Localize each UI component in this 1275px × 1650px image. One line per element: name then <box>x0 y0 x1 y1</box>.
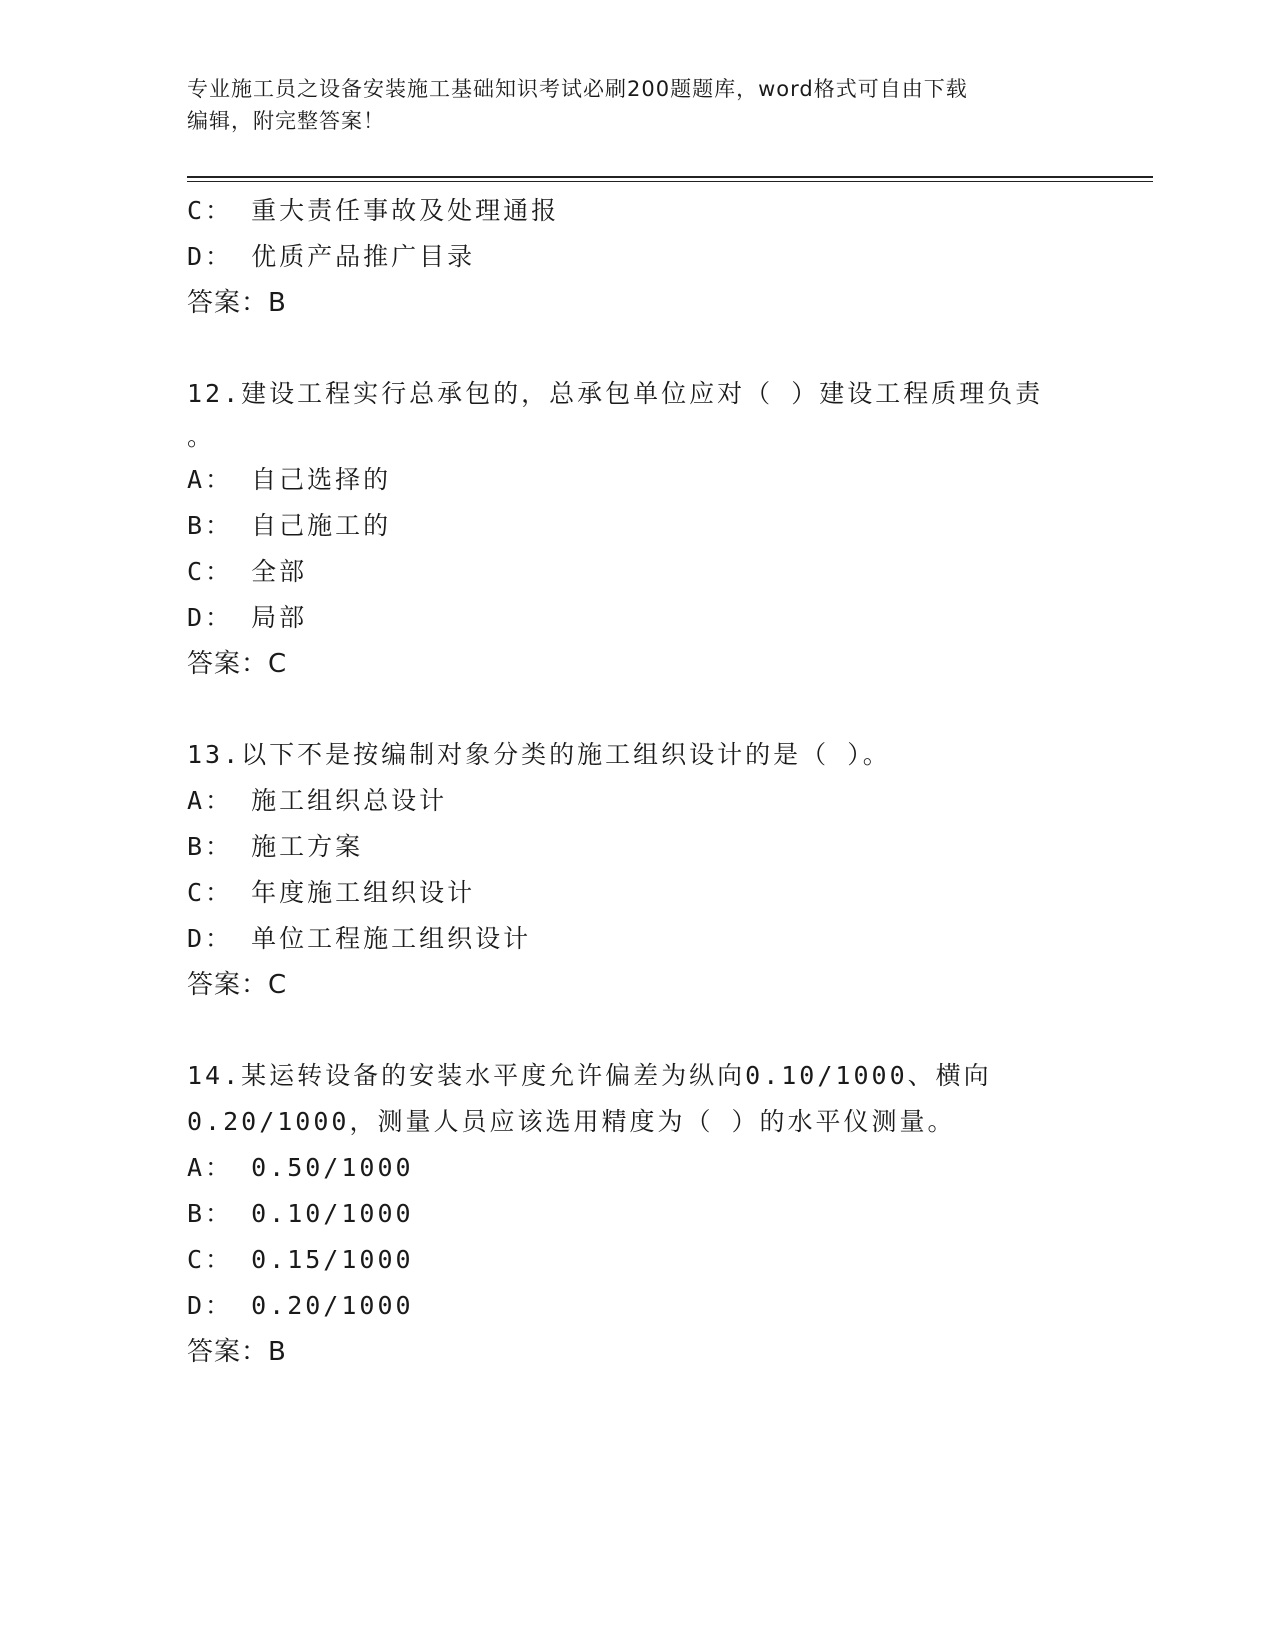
option-d: D： 局部 <box>187 603 308 632</box>
question-14 <box>187 1053 1067 1375</box>
spacer <box>187 1008 1067 1053</box>
header-rule-thin <box>187 181 1153 182</box>
answer: 答案：C <box>187 970 288 1000</box>
header-rule-thick <box>187 176 1153 178</box>
option-d: D： 单位工程施工组织设计 <box>187 924 532 953</box>
option-c: C： 全部 <box>187 557 308 586</box>
option-c: C： 0.15/1000 <box>187 1245 414 1274</box>
option-a: A： 0.50/1000 <box>187 1153 414 1182</box>
answer: 答案：B <box>187 1337 287 1367</box>
option-b: B： 施工方案 <box>187 832 364 861</box>
option-c: C： 重大责任事故及处理通报 <box>187 196 560 225</box>
header-line-2: 编辑，附完整答案！ <box>187 109 385 133</box>
question-list <box>187 188 1067 1375</box>
answer: 答案：B <box>187 288 287 318</box>
question-11 <box>187 188 1067 326</box>
answer: 答案：C <box>187 649 288 679</box>
document-header <box>187 73 1067 137</box>
option-a: A： 施工组织总设计 <box>187 786 448 815</box>
option-a: A： 自己选择的 <box>187 465 392 494</box>
option-d: D： 0.20/1000 <box>187 1291 414 1320</box>
question-13 <box>187 732 1067 1008</box>
option-c: C： 年度施工组织设计 <box>187 878 476 907</box>
header-line-1: 专业施工员之设备安装施工基础知识考试必刷200题题库，word格式可自由下载 <box>187 77 968 101</box>
option-d: D： 优质产品推广目录 <box>187 242 476 271</box>
option-b: B： 自己施工的 <box>187 511 392 540</box>
option-b: B： 0.10/1000 <box>187 1199 414 1228</box>
question-stem-continuation: 0.20/1000，测量人员应该选用精度为（ ）的水平仪测量。 <box>187 1107 956 1136</box>
question-stem: 14.某运转设备的安装水平度允许偏差为纵向0.10/1000、横向 <box>187 1061 992 1090</box>
question-stem: 13.以下不是按编制对象分类的施工组织设计的是（ ）。 <box>187 740 891 769</box>
question-stem: 12.建设工程实行总承包的，总承包单位应对（ ）建设工程质理负责 <box>187 379 1044 408</box>
question-stem-continuation: 。 <box>187 422 216 451</box>
question-12 <box>187 371 1067 687</box>
spacer <box>187 326 1067 371</box>
spacer <box>187 687 1067 732</box>
